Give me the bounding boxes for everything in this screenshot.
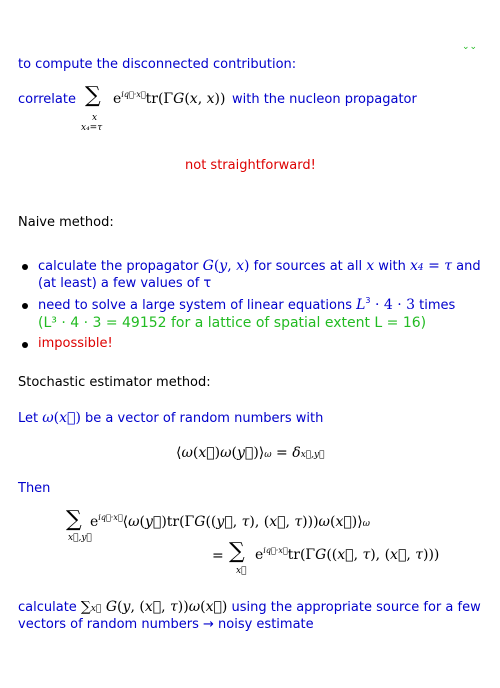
bullet-1-line-2: (at least) a few values of τ bbox=[38, 276, 212, 291]
eq2-sum-index: x⃗ bbox=[236, 566, 247, 576]
correlate-sum-constraint: x₄=τ bbox=[81, 123, 103, 133]
bullet-1-marker bbox=[22, 264, 28, 270]
not-straightforward-text: not straightforward! bbox=[185, 158, 316, 173]
eq1-sum-index: x⃗,y⃗ bbox=[68, 533, 92, 543]
bullet-3-text: impossible! bbox=[38, 336, 113, 351]
final-line-2: vectors of random numbers → noisy estimate bbox=[18, 617, 314, 632]
eq2-equals: = bbox=[212, 548, 224, 564]
correlate-tail: with the nucleon propagator bbox=[232, 92, 417, 107]
correlate-sum-index: x bbox=[92, 113, 98, 123]
naive-method-heading: Naive method: bbox=[18, 215, 114, 230]
eq1-body: $e^{iq⃗\cdot x⃗}⟨\omega(y⃗)tr(\Gamma G((y⃗$, τ), (x⃗, τ)))ω(x⃗)⟩ω bbox=[90, 513, 371, 530]
stochastic-heading: Stochastic estimator method: bbox=[18, 375, 211, 390]
correlate-sum-sign: ∑ bbox=[85, 83, 101, 108]
bullet-3-marker bbox=[22, 342, 28, 348]
eq2-sum-sign: ∑ bbox=[229, 539, 245, 564]
let-line: Let ω(x⃗) be a vector of random numbers with bbox=[18, 410, 324, 426]
eq2-body: $e^{iq⃗\cdot x⃗}tr(\Gamma G((x⃗$, τ), (x⃗, τ))) bbox=[255, 546, 440, 563]
then-word: Then bbox=[18, 481, 51, 496]
correlate-expression: $e^{iq⃗\cdot x⃗}tr(\Gamma G(x$, x)) bbox=[113, 90, 226, 107]
bullet-2-marker bbox=[22, 303, 28, 309]
noise-correlation-equation: ⟨ω(x⃗)ω(y⃗)⟩ω = δx⃗,y⃗ bbox=[176, 445, 325, 461]
final-line-1: calculate ∑x⃗ G(y, (x⃗, τ))ω(x⃗) using the appropriate source for a few bbox=[18, 599, 481, 615]
correlate-word: correlate bbox=[18, 92, 76, 107]
bullet-2-line-2: (L³ · 4 · 3 = 49152 for a lattice of spatial extent L = 16) bbox=[38, 315, 427, 331]
eq1-sum-sign: ∑ bbox=[66, 507, 82, 532]
bullet-1-line-1: calculate the propagator G(y, x) for sources at all x with x4 = τ and bbox=[38, 258, 481, 274]
navigation-mark[interactable]: ⌄⌄ bbox=[462, 42, 478, 52]
compute-line: to compute the disconnected contribution: bbox=[18, 57, 297, 72]
bullet-2-line-1: need to solve a large system of linear equations $L^3 \cdot 4 \cdot 3$ times bbox=[38, 296, 456, 313]
